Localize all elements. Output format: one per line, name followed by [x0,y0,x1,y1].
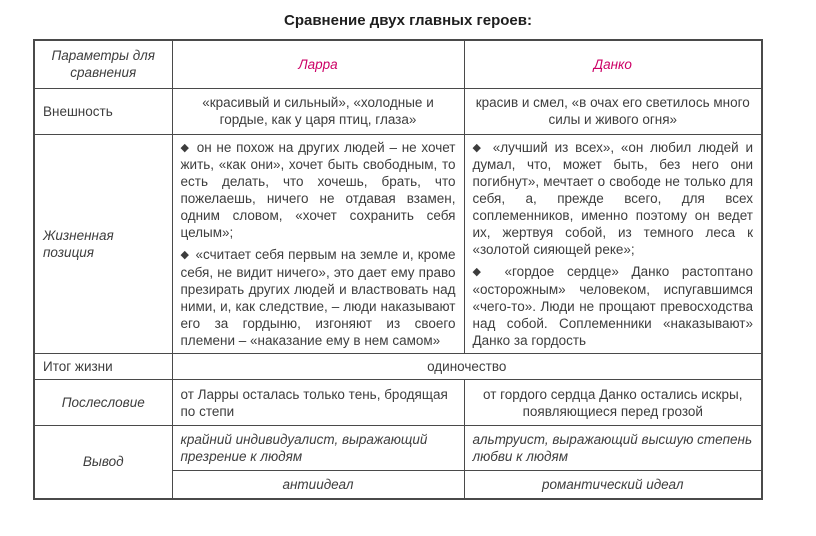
danko-ideal: романтический идеал [464,471,762,499]
page-title: Сравнение двух главных героев: [284,12,532,29]
header-row [34,40,762,88]
danko-afterword: от гордого сердца Данко остались искры, появляющиеся перед грозой [464,380,762,426]
param-life-result: Итог жизни [34,354,172,380]
danko-appearance: красив и смел, «в очах его светилось много силы и живого огня» [464,88,762,134]
larra-appearance: «красивый и сильный», «холодные и гордые, как у царя птиц, глаза» [172,88,464,134]
hero-larra-header: Ларра [172,40,464,88]
row-conclusion [34,426,762,471]
hero-danko-header: Данко [464,40,762,88]
danko-life-position [464,134,762,354]
danko-position-point-2 [473,263,754,349]
comparison-table [33,39,763,500]
danko-position-text-1: «лучший из всех», «он любил людей и думал, что, может быть, без него они погибнут», мечтает о свободе не только для себя, а, прежде всего, для всех соплеменников, именно поэтому он ведет их, жертвуя собой, из темного леса к «золотой сияющей реке»; [472,139,753,258]
param-afterword: Послесловие [34,380,172,426]
larra-afterword: от Ларры осталась только тень, бродящая по степи [172,380,464,426]
param-appearance: Внешность [34,88,172,134]
diamond-bullet-icon: ◆ [180,141,190,154]
param-life-position: Жизненная позиция [34,134,172,354]
param-column-header: Параметры для сравнения [34,40,172,88]
diamond-bullet-icon: ◆ [472,266,490,279]
row-afterword [34,380,762,426]
danko-position-point-1 [473,139,754,259]
larra-position-point-1 [181,139,456,242]
larra-conclusion: крайний индивидуалист, выражающий презрение к людям [172,426,464,471]
row-life-position [34,134,762,354]
row-appearance [34,88,762,134]
danko-conclusion: альтруист, выражающий высшую степень любви к людям [464,426,762,471]
diamond-bullet-icon: ◆ [180,249,190,262]
param-conclusion: Вывод [34,426,172,499]
danko-position-text-2: «гордое сердце» Данко растоптано «осторожным» человеком, испугавшимся «чего-то». Люди не прощают превосходства над собой. Соплеменники «наказывают» Данко за гордость [472,264,753,349]
row-life-result [34,354,762,380]
larra-ideal: антиидеал [172,471,464,499]
larra-position-point-2 [181,246,456,349]
larra-position-text-1: он не похож на других людей – не хочет жить, «как они», хочет быть свободным, то есть делать, что хочешь, брать, что пожелаешь, ничего не отдавая взамен, одним словом, «хочет сохранить себя целым»; [180,139,456,241]
life-result-value: одиночество [172,354,762,380]
diamond-bullet-icon: ◆ [472,141,484,154]
larra-position-text-2: «считает себя первым на земле и, кроме себя, не видит ничего», это дает ему право презирать других людей и властвовать над ними, и, как следствие, – люди наказывают его за гордыню, изгоняют из своего племени – «наказание ему в нем самом» [180,247,456,349]
larra-life-position [172,134,464,354]
